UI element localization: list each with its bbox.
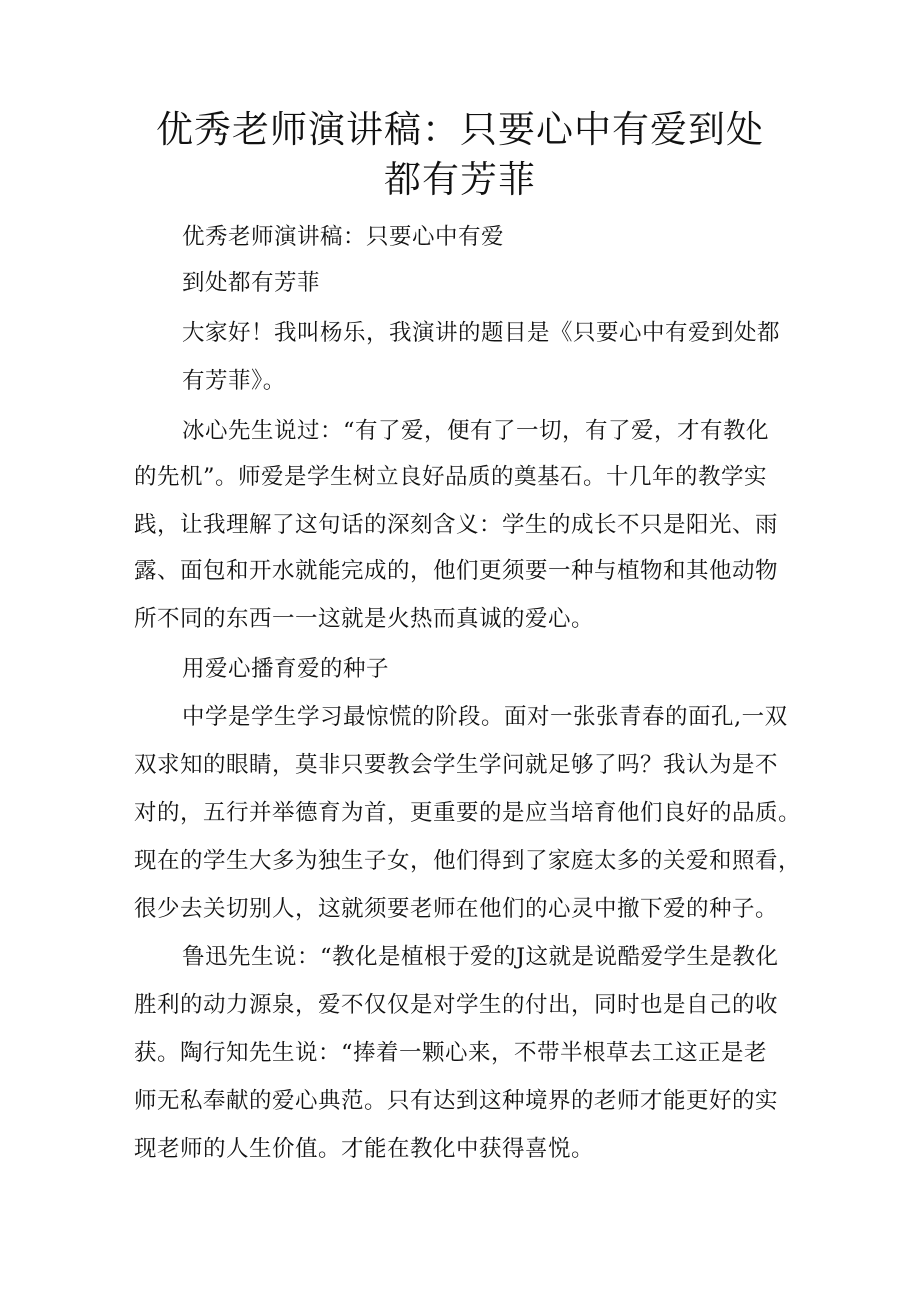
paragraph-line: 冰心先生说过：“有了爱，便有了一切，有了爱，才有教化	[182, 418, 770, 444]
paragraph-line: 师无私奉献的爱心典范。只有达到这种境界的老师才能更好的实	[134, 1088, 779, 1114]
paragraph-line: 对的，五行并举德育为首，更重要的是应当培育他们良好的品质。	[134, 800, 802, 826]
paragraph-line: 中学是学生学习最惊慌的阶段。面对一张张青春的面孔,一双	[182, 704, 788, 730]
paragraph-line: 践，让我理解了这句话的深刻含义：学生的成长不只是阳光、雨	[134, 512, 779, 538]
paragraph-line: 双求知的眼睛，莫非只要教会学生学问就足够了吗？我认为是不	[134, 752, 779, 778]
document-title-line-1: 优秀老师演讲稿：只要心中有爱到处	[156, 108, 764, 151]
paragraph-line: 优秀老师演讲稿：只要心中有爱	[182, 224, 505, 250]
paragraph-line: 现老师的人生价值。才能在教化中获得喜悦。	[134, 1136, 595, 1162]
document-title-line-2: 都有芳菲	[384, 158, 536, 201]
paragraph-line: 很少去关切别人，这就须要老师在他们的心灵中撤下爱的种子。	[134, 896, 779, 922]
paragraph-line: 大家好！我叫杨乐，我演讲的题目是《只要心中有爱到处都	[182, 320, 781, 346]
paragraph-line: 到处都有芳菲	[182, 270, 321, 296]
paragraph-line: 有芳菲》。	[182, 368, 286, 394]
paragraph-line: 获。陶行知先生说：“捧着一颗心来，不带半根草去工这正是老	[134, 1040, 768, 1066]
section-heading: 用爱心播育爱的种子	[182, 656, 390, 682]
paragraph-line: 鲁迅先生说：“教化是植根于爱的J这就是说酷爱学生是教化	[182, 944, 779, 970]
paragraph-line: 现在的学生大多为独生子女，他们得到了家庭太多的关爱和照看，	[134, 848, 802, 874]
paragraph-line: 的先机”。师爱是学生树立良好品质的奠基石。十几年的教学实	[134, 464, 768, 490]
paragraph-line: 胜利的动力源泉，爱不仅仅是对学生的付出，同时也是自己的收	[134, 992, 779, 1018]
paragraph-line: 所不同的东西一一这就是火热而真诚的爱心。	[134, 606, 595, 632]
paragraph-line: 露、面包和开水就能完成的，他们更须要一种与植物和其他动物	[134, 558, 779, 584]
